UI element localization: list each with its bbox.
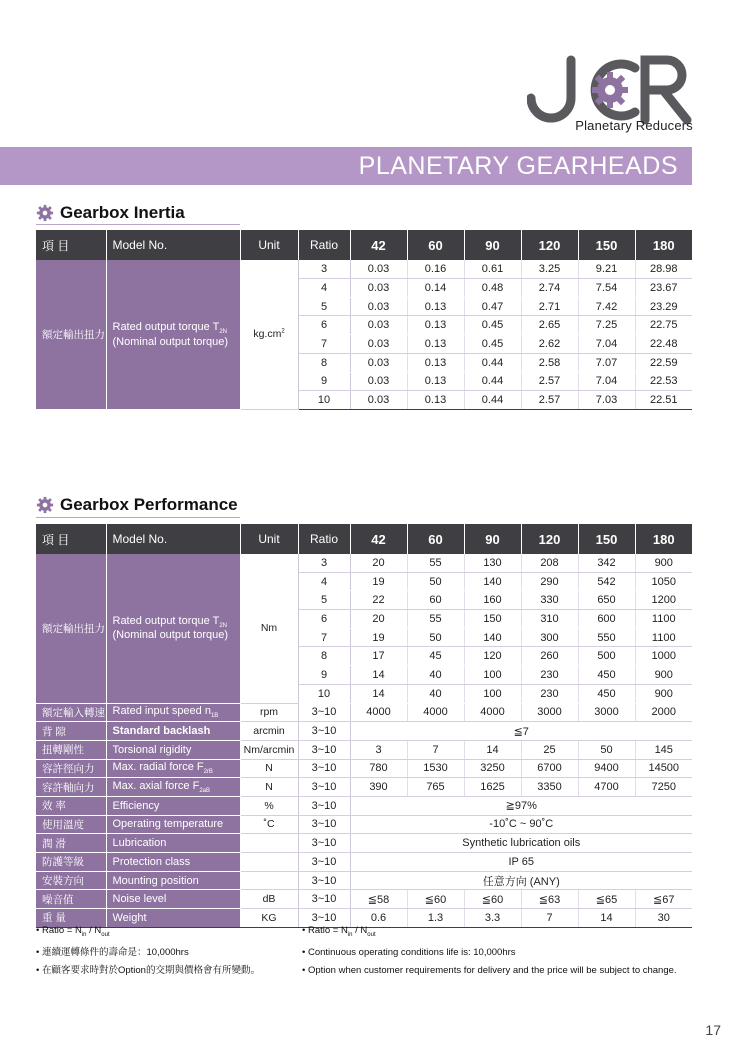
value-cell: 4000 [464,703,521,722]
row-label-en [106,778,240,797]
ratio-cell: 3~10 [298,871,350,890]
value-cell: 14500 [635,759,692,778]
header-size: 60 [407,230,464,260]
unit-cell: % [240,796,298,815]
row-label-zh: 額定輸入轉速 [36,703,106,722]
header-size: 90 [464,524,521,554]
header-size: 120 [521,230,578,260]
value-cell: 22.59 [635,353,692,372]
value-cell: 0.45 [464,335,521,354]
unit-cell: rpm [240,703,298,722]
gear-icon [592,72,628,108]
value-cell: 330 [521,591,578,610]
value-cell: 1530 [407,759,464,778]
label-line: Max. axial force F [112,780,200,792]
value-cell: 2.74 [521,279,578,298]
value-cell: 230 [521,666,578,685]
ratio-cell: 3 [298,260,350,279]
ratio-cell: 3~10 [298,815,350,834]
value-cell: 0.13 [407,391,464,410]
note-option: • Option when customer requirements for delivery and the price will be subject to change. [302,962,677,980]
label-subscript: 2N [219,329,227,336]
unit-cell [240,871,298,890]
label-line: Rated input speed n [112,705,211,718]
row-label-zh: 使用溫度 [36,815,106,834]
value-cell: 0.03 [350,335,407,354]
table-row [36,853,692,872]
row-label-en [106,722,240,741]
value-cell: 19 [350,572,407,591]
label-line: Protection class [112,855,191,868]
value-cell: 22.53 [635,372,692,391]
table-row [36,796,692,815]
note-ratio: • Ratio = $N_{in} / N_{out}$ [36,922,260,944]
row-label-en [106,703,240,722]
value-cell: 28.98 [635,260,692,279]
value-cell: ≦65 [578,890,635,909]
label-subscript: 2aB [199,788,210,795]
value-cell: 7.42 [578,297,635,316]
value-cell: 3250 [464,759,521,778]
label-line: Rated output torque T [112,321,220,334]
value-cell: 50 [407,628,464,647]
ratio-cell: 3~10 [298,722,350,741]
header-unit: Unit [240,230,298,260]
table-row [36,778,692,797]
ratio-cell: 3~10 [298,853,350,872]
value-cell: 60 [407,591,464,610]
value-cell: 7.04 [578,335,635,354]
unit-superscript: 2 [281,328,285,335]
value-cell: ≦67 [635,890,692,909]
row-label-en [106,815,240,834]
label-line: Noise level [112,893,167,906]
header-size: 60 [407,524,464,554]
value-cell: 0.13 [407,316,464,335]
value-cell: 145 [635,740,692,759]
ratio-cell: 10 [298,684,350,703]
table-row [36,759,692,778]
ratio-cell: 3~10 [298,890,350,909]
value-cell: 1625 [464,778,521,797]
value-cell: 45 [407,647,464,666]
ratio-cell: 6 [298,610,350,629]
unit-cell: Nm/arcmin [240,740,298,759]
header-item: 項 目 [36,230,106,260]
value-cell: 22 [350,591,407,610]
header-size: 180 [635,230,692,260]
value-cell: 4000 [350,703,407,722]
value-cell: 55 [407,610,464,629]
ratio-cell: 10 [298,391,350,410]
value-cell: 1100 [635,628,692,647]
header-item: 項 目 [36,524,106,554]
value-cell: 50 [578,740,635,759]
value-cell: 3000 [578,703,635,722]
unit-cell [240,834,298,853]
row-label-en [106,554,240,703]
value-cell: 160 [464,591,521,610]
value-cell: 0.03 [350,372,407,391]
row-label-zh: 背 隙 [36,722,106,741]
value-cell: 310 [521,610,578,629]
row-label-en [106,834,240,853]
value-cell: 390 [350,778,407,797]
value-cell: 22.75 [635,316,692,335]
value-cell: 3.3 [464,909,521,928]
value-cell: 300 [521,628,578,647]
header-size: 42 [350,230,407,260]
row-label-en [106,260,240,409]
inertia-title-rule [36,224,240,225]
label-line: Max. radial force F [112,761,204,774]
merged-value-cell: 任意方向 (ANY) [350,871,692,890]
value-cell: 40 [407,684,464,703]
ratio-cell: 8 [298,353,350,372]
value-cell: 780 [350,759,407,778]
table-row [36,834,692,853]
row-label-en [106,890,240,909]
row-label-zh: 噪音值 [36,890,106,909]
value-cell: 100 [464,666,521,685]
header-size: 120 [521,524,578,554]
value-cell: 2.57 [521,372,578,391]
ratio-cell: 3~10 [298,759,350,778]
value-cell: 342 [578,554,635,572]
row-label-zh: 容許徑向力 [36,759,106,778]
ratio-cell: 8 [298,647,350,666]
label-line: Operating temperature [112,818,224,831]
value-cell: 25 [521,740,578,759]
value-cell: 23.67 [635,279,692,298]
table-row [36,260,692,279]
table-row [36,554,692,572]
merged-value-cell: -10˚C ~ 90˚C [350,815,692,834]
row-label-zh: 額定輸出扭力 [36,554,106,703]
value-cell: 0.13 [407,372,464,391]
note-option: • 在顧客要求時對於Option的交期與價格會有所變動。 [36,962,260,980]
value-cell: 17 [350,647,407,666]
value-cell: 450 [578,666,635,685]
value-cell: 0.48 [464,279,521,298]
performance-title-rule [36,517,240,518]
logo-subtitle: Planetary Reducers [575,118,693,133]
label-line: Lubrication [112,837,167,850]
value-cell: 22.51 [635,391,692,410]
performance-table [36,524,692,928]
value-cell: 100 [464,684,521,703]
value-cell: 1.3 [407,909,464,928]
value-cell: 9.21 [578,260,635,279]
unit-cell: dB [240,890,298,909]
table-row [36,871,692,890]
value-cell: 2.62 [521,335,578,354]
row-label-zh: 潤 滑 [36,834,106,853]
value-cell: ≦58 [350,890,407,909]
note-ratio: • Ratio = $N_{in} / N_{out}$ [302,922,677,944]
label-subscript: 2rB [203,769,213,776]
value-cell: 7.25 [578,316,635,335]
value-cell: 19 [350,628,407,647]
header-unit: Unit [240,524,298,554]
value-cell: 0.03 [350,353,407,372]
value-cell: ≦60 [464,890,521,909]
unit-cell: KG [240,909,298,928]
value-cell: 260 [521,647,578,666]
value-cell: 0.16 [407,260,464,279]
header-size: 42 [350,524,407,554]
row-label-zh: 效 率 [36,796,106,815]
value-cell: 1100 [635,610,692,629]
inertia-title-text: Gearbox Inertia [60,203,185,222]
row-label-en [106,853,240,872]
value-cell: 3350 [521,778,578,797]
value-cell: 120 [464,647,521,666]
value-cell: 4000 [407,703,464,722]
unit-cell: ˚C [240,815,298,834]
value-cell: 900 [635,666,692,685]
ratio-cell: 3~10 [298,778,350,797]
label-line: Efficiency [112,799,160,812]
value-cell: 0.44 [464,372,521,391]
ratio-cell: 3 [298,554,350,572]
value-cell: 600 [578,610,635,629]
value-cell: 7250 [635,778,692,797]
header-model: Model No. [106,524,240,554]
value-cell: 7 [521,909,578,928]
value-cell: ≦63 [521,890,578,909]
value-cell: 150 [464,610,521,629]
label-subscript: 2N [219,623,227,630]
value-cell: 14 [578,909,635,928]
value-cell: 7.07 [578,353,635,372]
value-cell: 6700 [521,759,578,778]
value-cell: 450 [578,684,635,703]
value-cell: 900 [635,554,692,572]
row-label-en [106,871,240,890]
ratio-cell: 3~10 [298,740,350,759]
value-cell: 50 [407,572,464,591]
value-cell: 500 [578,647,635,666]
header-size: 90 [464,230,521,260]
value-cell: 0.47 [464,297,521,316]
value-cell: 9400 [578,759,635,778]
header-size: 180 [635,524,692,554]
value-cell: 900 [635,684,692,703]
label-line: (Nominal output torque) [112,335,229,348]
ratio-cell: 5 [298,297,350,316]
ratio-cell: 6 [298,316,350,335]
value-cell: 2.57 [521,391,578,410]
merged-value-cell: ≧97% [350,796,692,815]
value-cell: 550 [578,628,635,647]
value-cell: 0.6 [350,909,407,928]
value-cell: 14 [350,684,407,703]
value-cell: 7.03 [578,391,635,410]
logo-text: JCR [527,50,529,51]
unit-cell [240,260,298,409]
value-cell: 22.48 [635,335,692,354]
value-cell: 208 [521,554,578,572]
value-cell: 3 [350,740,407,759]
value-cell: 140 [464,572,521,591]
header-size: 150 [578,524,635,554]
section-banner: PLANETARY GEARHEADS [0,147,692,185]
value-cell: 1200 [635,591,692,610]
value-cell: 0.03 [350,316,407,335]
value-cell: 0.03 [350,260,407,279]
performance-title [36,495,238,515]
value-cell: 40 [407,666,464,685]
inertia-title [36,203,185,223]
value-cell: 20 [350,554,407,572]
performance-title-text: Gearbox Performance [60,495,238,514]
value-cell: 0.13 [407,353,464,372]
note-life: • Continuous operating conditions life is: 10,000hrs [302,944,677,962]
value-cell: ≦60 [407,890,464,909]
row-label-zh: 扭轉剛性 [36,740,106,759]
header-ratio: Ratio [298,524,350,554]
ratio-cell: 9 [298,372,350,391]
ratio-cell: 9 [298,666,350,685]
unit-cell: arcmin [240,722,298,741]
row-label-zh: 額定輸出扭力 [36,260,106,409]
ratio-cell: 7 [298,628,350,647]
merged-value-cell: Synthetic lubrication oils [350,834,692,853]
value-cell: 0.44 [464,391,521,410]
value-cell: 7 [407,740,464,759]
merged-value-cell: ≦7 [350,722,692,741]
ratio-cell: 3~10 [298,909,350,928]
ratio-cell: 3~10 [298,796,350,815]
row-label-zh: 重 量 [36,909,106,928]
value-cell: 0.03 [350,391,407,410]
row-label-en [106,740,240,759]
performance-header-row [36,524,692,554]
value-cell: 14 [464,740,521,759]
value-cell: 14 [350,666,407,685]
header-ratio: Ratio [298,230,350,260]
label-subscript: 1B [210,713,219,720]
gear-icon [36,204,54,222]
note-life: • 連續運轉條件的壽命是：10,000hrs [36,944,260,962]
label-line: Standard backlash [112,725,211,738]
value-cell: 20 [350,610,407,629]
inertia-table [36,230,692,410]
header-size: 150 [578,230,635,260]
label-line: Torsional rigidity [112,743,192,756]
value-cell: 140 [464,628,521,647]
unit-text: Nm [260,622,278,635]
ratio-cell: 4 [298,572,350,591]
value-cell: 3.25 [521,260,578,279]
ratio-cell: 5 [298,591,350,610]
label-line: (Nominal output torque) [112,629,229,642]
value-cell: 7.04 [578,372,635,391]
table-row [36,740,692,759]
label-line: Weight [112,911,147,924]
value-cell: 0.61 [464,260,521,279]
value-cell: 650 [578,591,635,610]
label-line: Mounting position [112,874,199,887]
unit-text: kg.cm [253,328,282,341]
row-label-en [106,796,240,815]
table-row [36,815,692,834]
value-cell: 542 [578,572,635,591]
label-line: Rated output torque T [112,615,220,628]
notes-left [36,922,260,980]
value-cell: 0.03 [350,279,407,298]
unit-cell: N [240,759,298,778]
value-cell: 3000 [521,703,578,722]
ratio-cell: 4 [298,279,350,298]
value-cell: 2000 [635,703,692,722]
notes-right [302,922,677,980]
header-model: Model No. [106,230,240,260]
value-cell: 2.65 [521,316,578,335]
inertia-header-row [36,230,692,260]
page-number: 17 [705,1022,721,1038]
row-label-zh: 防護等級 [36,853,106,872]
value-cell: 4700 [578,778,635,797]
value-cell: 765 [407,778,464,797]
ratio-cell: 3~10 [298,834,350,853]
value-cell: 55 [407,554,464,572]
value-cell: 2.58 [521,353,578,372]
value-cell: 1000 [635,647,692,666]
merged-value-cell: IP 65 [350,853,692,872]
value-cell: 0.45 [464,316,521,335]
unit-cell: N [240,778,298,797]
value-cell: 0.03 [350,297,407,316]
row-label-zh: 容許軸向力 [36,778,106,797]
ratio-cell: 7 [298,335,350,354]
unit-cell [240,554,298,703]
value-cell: 1050 [635,572,692,591]
value-cell: 23.29 [635,297,692,316]
value-cell: 290 [521,572,578,591]
unit-cell [240,853,298,872]
table-row [36,890,692,909]
value-cell: 0.13 [407,335,464,354]
row-label-en [106,759,240,778]
value-cell: 0.44 [464,353,521,372]
table-row [36,703,692,722]
value-cell: 130 [464,554,521,572]
value-cell: 0.13 [407,297,464,316]
gear-icon [36,496,54,514]
value-cell: 230 [521,684,578,703]
value-cell: 30 [635,909,692,928]
ratio-cell: 3~10 [298,703,350,722]
value-cell: 0.14 [407,279,464,298]
table-row [36,722,692,741]
value-cell: 7.54 [578,279,635,298]
row-label-zh: 安裝方向 [36,871,106,890]
value-cell: 2.71 [521,297,578,316]
